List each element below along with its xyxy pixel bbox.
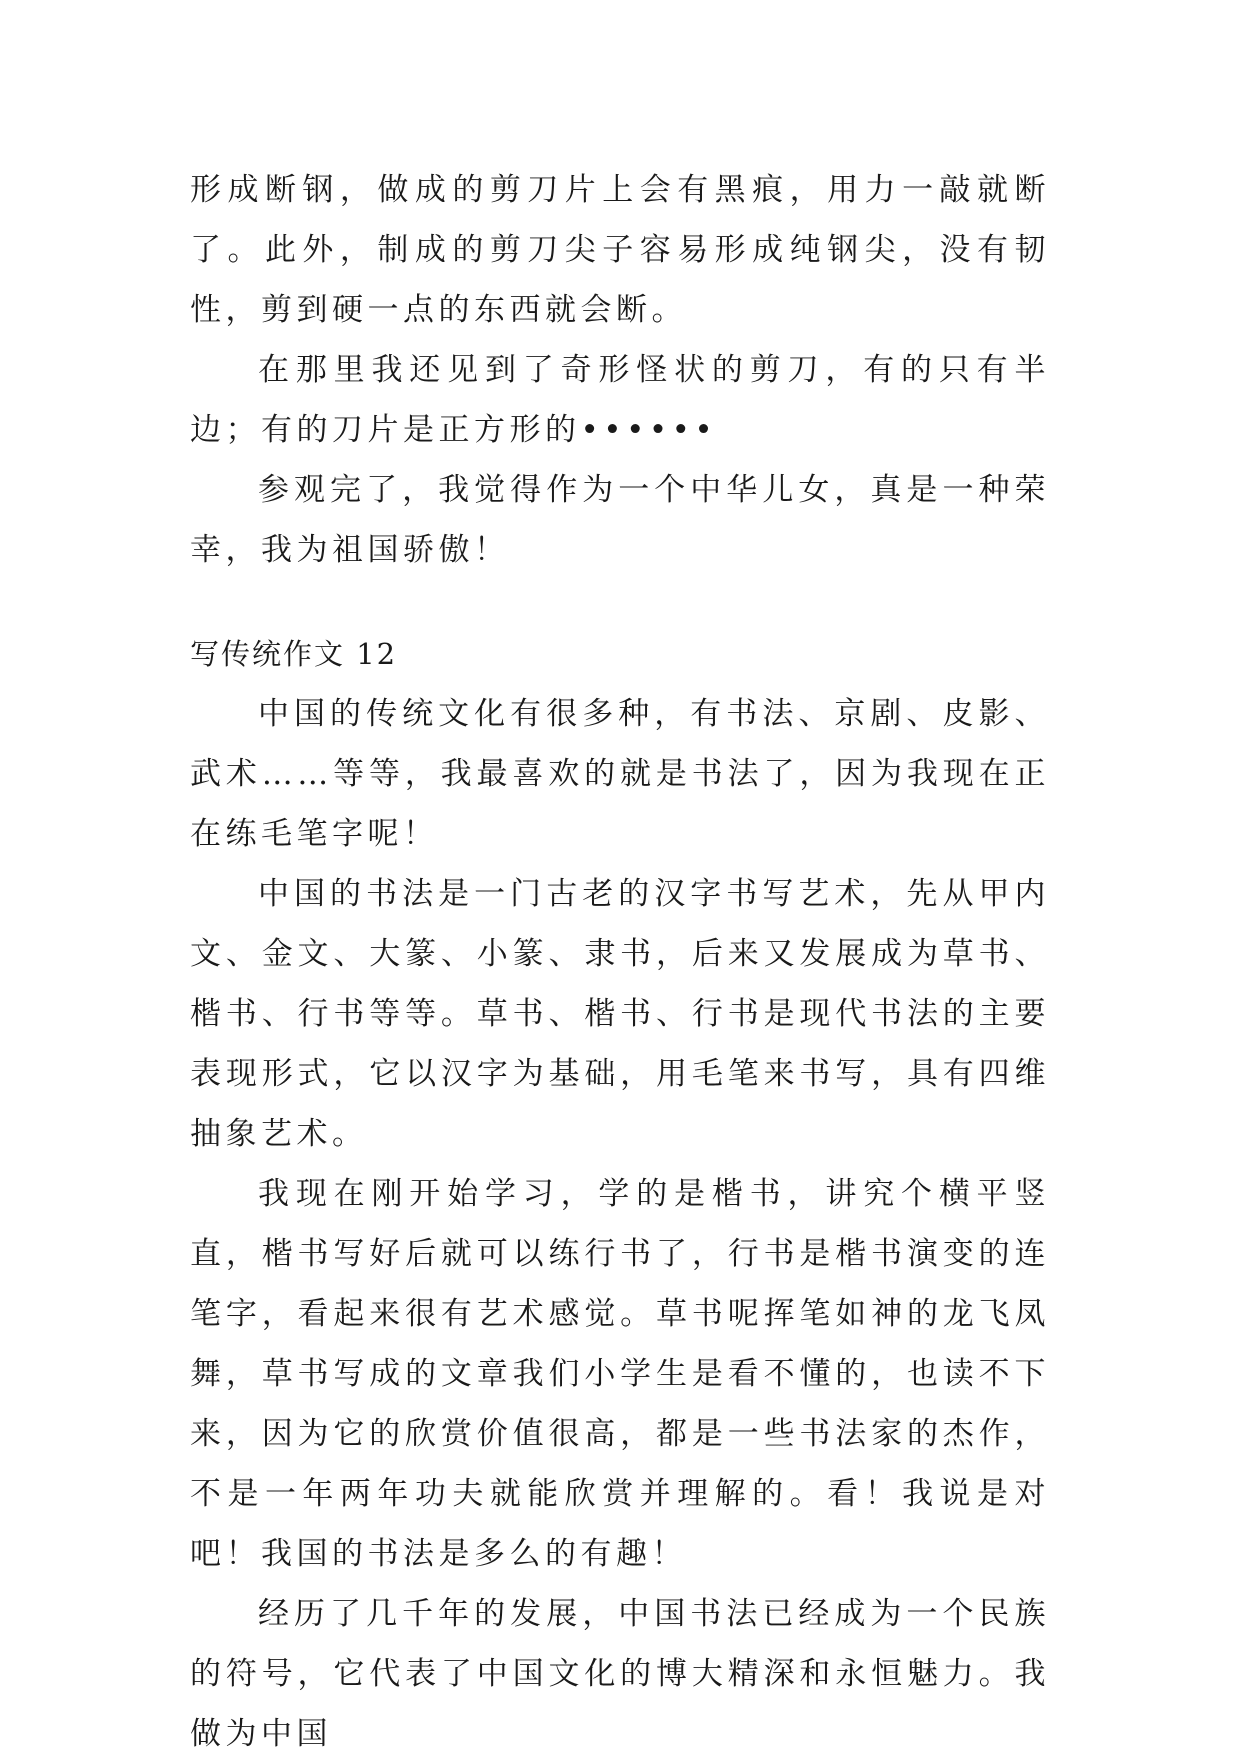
- paragraph-odd-scissors: 在那里我还见到了奇形怪状的剪刀，有的只有半边；有的刀片是正方形的••••••: [190, 352, 1050, 448]
- paragraph-learning-kaishu: 我现在刚开始学习，学的是楷书，讲究个横平竖直，楷书写好后就可以练行书了，行书是楷书演变的连笔字，看起来很有艺术感觉。草书呢挥笔如神的龙飞凤舞，草书写成的文章我们小学生是看不懂的，也读不下来，因为它的欣赏价值很高，都是一些书法家的杰作，不是一年两年功夫就能欣赏并理解的。看！我说是对吧！我国的书法是多么的有趣！: [190, 1176, 1050, 1572]
- paragraph-scissors-defect: 形成断钢，做成的剪刀片上会有黑痕，用力一敲就断了。此外，制成的剪刀尖子容易形成纯钢尖，没有韧性，剪到硬一点的东西就会断。: [190, 172, 1050, 328]
- paragraph-calligraphy-symbol: 经历了几千年的发展，中国书法已经成为一个民族的符号，它代表了中国文化的博大精深和永恒魅力。我做为中国: [190, 1596, 1050, 1752]
- paragraph-calligraphy-intro: 中国的传统文化有很多种，有书法、京剧、皮影、武术……等等，我最喜欢的就是书法了，因为我现在正在练毛笔字呢！: [190, 696, 1050, 852]
- paragraph-calligraphy-history: 中国的书法是一门古老的汉字书写艺术，先从甲内文、金文、大篆、小篆、隶书，后来又发展成为草书、楷书、行书等等。草书、楷书、行书是现代书法的主要表现形式，它以汉字为基础，用毛笔来书写，具有四维抽象艺术。: [190, 876, 1050, 1152]
- section-spacer: [190, 580, 1050, 624]
- paragraph-visit-conclusion: 参观完了，我觉得作为一个中华儿女，真是一种荣幸，我为祖国骄傲！: [190, 472, 1050, 568]
- document-body: [190, 160, 1050, 1764]
- section-title: 写传统作文 12: [190, 637, 398, 671]
